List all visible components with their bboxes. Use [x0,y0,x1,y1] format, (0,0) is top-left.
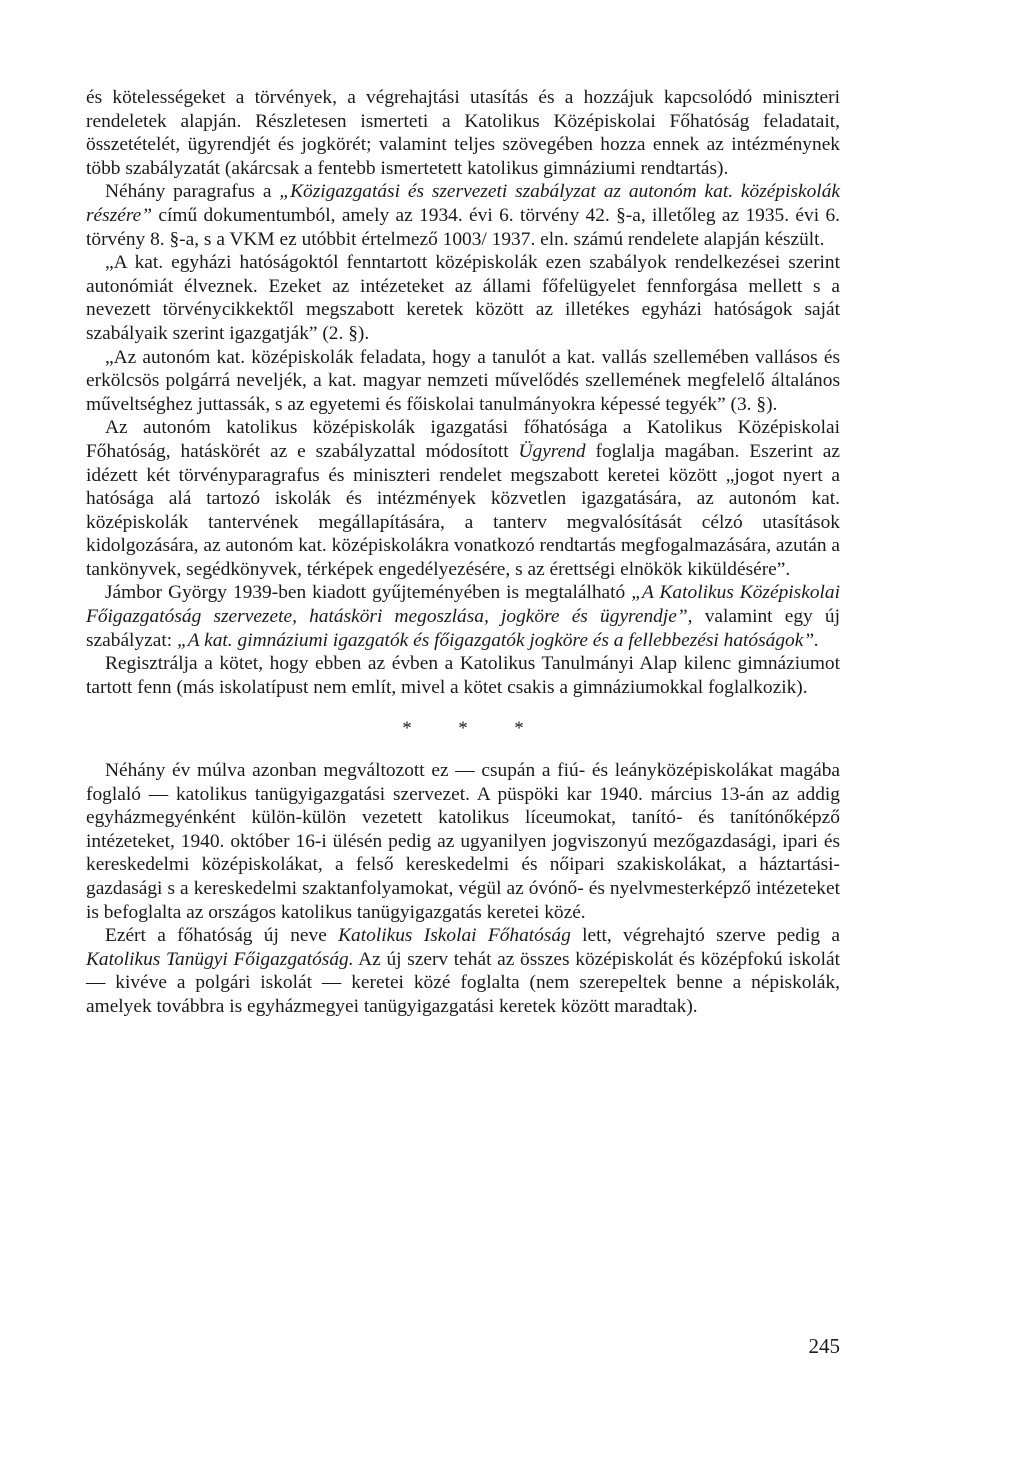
paragraph [86,86,840,180]
text-run: Az új szerv tehát az összes középiskolát és középfokú iskolát — kivéve a polgári iskolát — keretei közé foglalta (nem szerepeltek benne a népiskolák, amelyek továbbra is egyházmegyei tanügyigazgatási keretek között maradtak). [86,948,840,1017]
text-block-before-separator [86,86,840,699]
separator-star: * [514,718,524,740]
paragraph [86,346,840,417]
paragraph [86,759,840,924]
text-run: című dokumentumból, amely az 1934. évi 6. törvény 42. §-a, illetőleg az 1935. évi 6. törvény 8. §-a, s a VKM ez utóbbit értelmező 1003/ 1937. eln. számú rendelete alapján készült. [86,204,840,250]
paragraph [86,251,840,345]
text-run: „Az autonóm kat. középiskolák feladata, hogy a tanulót a kat. vallás szellemében vallásos és erkölcsös polgárrá neveljék, a kat. magyar nemzeti művelődés szellemének megfelelő általános műveltséghez juttassák, s az egyetemi és főiskolai tanulmányokra képessé tegyék” (3. §). [86,346,840,415]
italic-text: Ügyrend [518,440,586,462]
italic-text: Katolikus Iskolai Főhatóság [338,925,571,947]
paragraph [86,416,840,581]
paragraph [86,581,840,652]
section-separator [86,717,840,741]
italic-text: „A Katolikus Középiskolai Főigazgatóság szervezete, hatásköri megoszlása, jogköre és ügyrendje” [86,582,840,628]
text-run: Az autonóm katolikus középiskolák igazgatási főhatósága a Katolikus Középiskolai Főhatóság, hatáskörét az e szabályzattal módosított [86,417,840,462]
page-body [86,86,840,1019]
text-run: és kötelességeket a törvények, a végrehajtási utasítás és a hozzájuk kapcsolódó miniszteri rendeletek alapján. Részletesen ismerteti a Katolikus Középiskolai Főhatóság feladatait, összetételét, ügyrendjét és jogkörét; valamint teljes szövegében hozza ennek az intézménynek több szabályzatát (akárcsak a fentebb ismertetett katolikus gimnáziumi rendtartás). [86,87,840,179]
paragraph [86,652,840,699]
italic-text: „Közigazgatási és szervezeti szabályzat az autonóm kat. középiskolák részére” [86,181,840,226]
separator-star: * [402,718,412,740]
text-run: Néhány paragrafus a [105,181,280,203]
text-run: „A kat. egyházi hatóságoktól fenntartott középiskolák ezen szabályok rendelkezései szerint autonómiát élveznek. Ezeket az intézeteket az állami főfelügyelet fennforgása mellett s a nevezett törvénycikkektől megszabott keretek között az illetékes egyházi hatóságok saját szabályaik szerint igazgatják” (2. §). [86,252,840,344]
text-run: lett, végrehajtó szerve pedig a [570,925,840,947]
text-run: Jámbor György 1939-ben kiadott gyűjteményében is megtalálható [105,582,632,604]
paragraph [86,180,840,251]
text-run: Regisztrálja a kötet, hogy ebben az évben a Katolikus Tanulmányi Alap kilenc gimnáziumot tartott fenn (más iskolatípust nem említ, mivel a kötet csakis a gimnáziumokkal foglalkozik). [86,653,840,698]
text-run: Ezért a főhatóság új neve [105,925,339,947]
text-run: foglalja magában. Eszerint az idézett két törvényparagrafus és miniszteri rendelet megszabott keretei között „jogot nyert a hatósága alá tartozó iskolák és intézmények közvetlen igazgatására, az autonóm kat. középiskolák tantervének megállapítására, a tanterv megvalósítását célzó utasítások kidolgozására, az autonóm kat. középiskolákra vonatkozó rendtartás megfogalmazására, azután a tankönyvek, segédkönyvek, térképek engedélyezésére, s az érettségi elnökök kiküldésére”. [86,440,841,580]
italic-text: Katolikus Tanügyi Főigazgatóság. [86,948,354,970]
italic-text: „A kat. gimnáziumi igazgatók és főigazgatók jogköre és a fellebbezési hatóságok”. [176,629,819,651]
separator-star: * [458,718,468,740]
text-run: , valamint egy új szabályzat: [86,606,841,651]
paragraph [86,924,840,1018]
page-number: 245 [808,1334,840,1358]
text-block-after-separator [86,759,840,1019]
text-run: Néhány év múlva azonban megváltozott ez — csupán a fiú- és leányközépiskolákat magába foglaló — katolikus tanügyigazgatási szervezet. A püspöki kar 1940. március 13-án az addig egyházmegyénként külön-külön vezetett katolikus líceumokat, tanító- és tanítónőképző intézeteket, 1940. október 16-i ülésén pedig az ugyanilyen jogviszonyú mezőgazdasági, ipari és kereskedelmi középiskolákat, a felső kereskedelmi és nőipari szakiskolákat, a háztartási-gazdasági s a kereskedelmi szaktanfolyamokat, végül az óvónő- és nyelvmesterképző intézeteket is befoglalta az országos katolikus tanügyigazgatás keretei közé. [86,760,840,923]
